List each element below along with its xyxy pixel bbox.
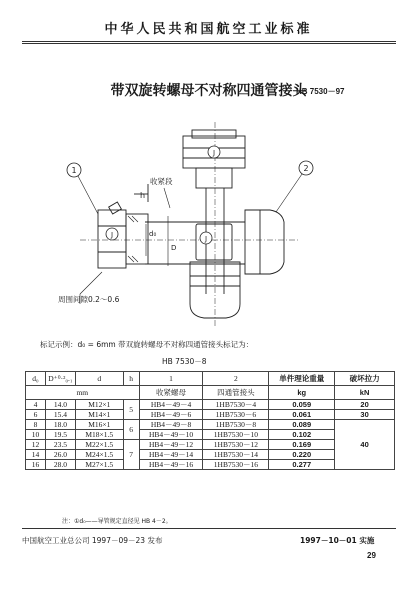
marking-example-code: HB 7530－8 xyxy=(162,357,207,366)
nut-label-left: J xyxy=(110,231,114,239)
header-1: 1 xyxy=(139,372,203,386)
header-force: 破坏拉力 xyxy=(335,372,395,386)
header-d0: d₀ xyxy=(26,372,46,386)
force-cell-20: 20 xyxy=(335,400,395,410)
table-row: 14 26.0 M24×1.5 HB4－49－14 1HB7530－14 0.220 xyxy=(26,450,395,460)
unit-mm: mm xyxy=(26,386,140,400)
standard-number: HB 7530－97 xyxy=(296,87,345,96)
table-row: 6 15.4 M14×1 HB4－49－6 1HB7530－6 0.061 30 xyxy=(26,410,395,420)
callout-2: 2 xyxy=(303,164,309,173)
spec-table xyxy=(25,371,395,470)
force-cell-30: 30 xyxy=(335,410,395,420)
fitting-drawing xyxy=(20,104,400,334)
top-rule xyxy=(22,41,396,42)
top-rule-double xyxy=(22,43,396,44)
header-2: 2 xyxy=(203,372,269,386)
dim-D: D xyxy=(171,244,177,252)
nut-label-top: J xyxy=(212,149,216,157)
implementation-date: 1997－10－01 实施 xyxy=(300,536,375,545)
label-clearance: 周围间隙0.2～0.6 xyxy=(58,295,120,304)
dim-d0: d₀ xyxy=(149,230,157,238)
subheader-fitting: 四通管接头 xyxy=(203,386,269,400)
label-collar: 收紧段 xyxy=(150,177,173,186)
page-number: 29 xyxy=(367,551,376,560)
nut-label-center: J xyxy=(204,235,208,243)
right-cone xyxy=(245,210,284,274)
force-cell-40: 40 xyxy=(335,420,395,470)
header-d: d xyxy=(75,372,123,386)
unit-kn: kN xyxy=(335,386,395,400)
footer-rule xyxy=(22,528,396,529)
table-row: 12 23.5 M22×1.5 7 HB4－49－12 1HB7530－12 0.169 xyxy=(26,440,395,450)
callout-1: 1 xyxy=(71,166,77,175)
h-cell-7: 7 xyxy=(123,440,139,470)
table-row: 16 28.0 M27×1.5 HB4－49－16 1HB7530－16 0.277 xyxy=(26,460,395,470)
header-weight: 单件理论重量 xyxy=(269,372,335,386)
unit-kg: kg xyxy=(269,386,335,400)
standard-title: 中华人民共和国航空工业标准 xyxy=(104,22,313,37)
table-note: 注：①d₀——导管规定直径见 HB 4－2。 xyxy=(62,518,172,525)
marking-example: 标记示例：d₀ = 6mm 带双旋转螺母不对称四通管接头标记为： xyxy=(40,340,254,349)
h-cell-6: 6 xyxy=(123,420,139,440)
header-D: D⁺⁰·²₀.₁ xyxy=(45,372,75,386)
header-h: h xyxy=(123,372,139,386)
publisher-line: 中国航空工业总公司 1997－09－23 发布 xyxy=(22,536,163,545)
document-title: 带双旋转螺母不对称四通管接头 xyxy=(110,83,307,99)
subheader-nut: 收紧螺母 xyxy=(139,386,203,400)
dim-h: h xyxy=(140,191,146,200)
table-row: 4 14.0 M12×1 5 HB4－49－4 1HB7530－4 0.059 20 xyxy=(26,400,395,410)
table-row: 8 18.0 M16×1 6 HB4－49－8 1HB7530－8 0.089 40 xyxy=(26,420,395,430)
table-row: 10 19.5 M18×1.5 HB4－49－10 1HB7530－10 0.102 xyxy=(26,430,395,440)
h-cell-5: 5 xyxy=(123,400,139,420)
